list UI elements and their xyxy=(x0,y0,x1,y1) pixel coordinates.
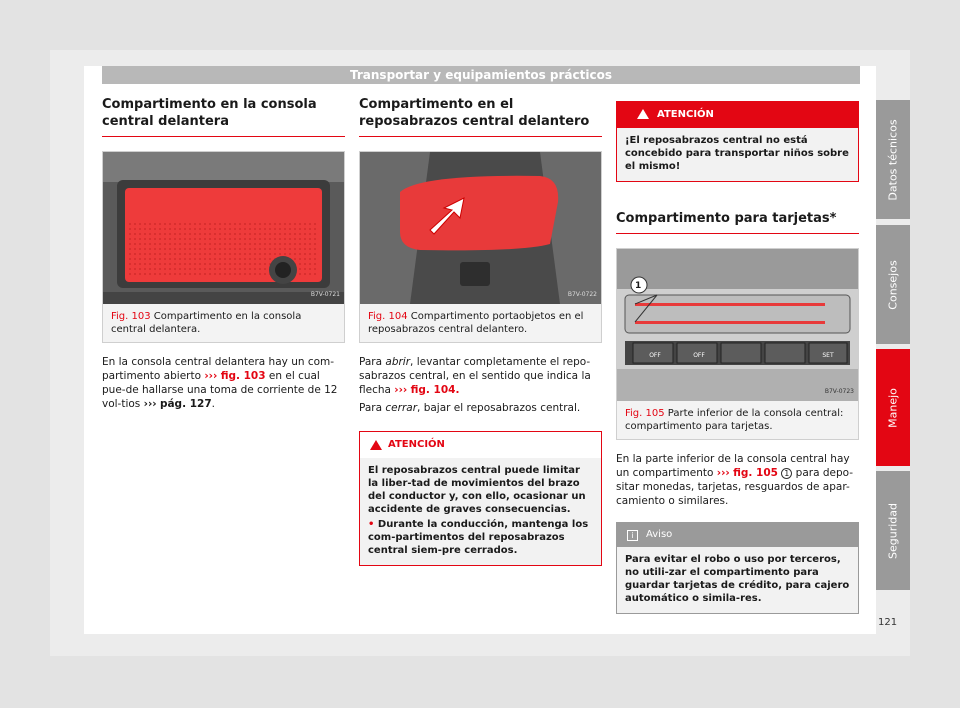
figure-code: B7V-0722 xyxy=(567,291,597,298)
text: . xyxy=(211,398,215,410)
figure-number: Fig. 105 xyxy=(625,408,665,419)
tab-label: Manejo xyxy=(886,387,900,428)
warning-header xyxy=(360,432,601,458)
caption-text: Compartimento portaobjetos en el reposabrazos central delantero. xyxy=(368,311,584,335)
body-paragraph xyxy=(359,401,602,415)
text: Para xyxy=(359,402,383,414)
column-1 xyxy=(102,96,345,411)
button-blank-1 xyxy=(721,349,765,363)
page-number: 121 xyxy=(878,617,898,628)
warning-title: ATENCIÓN xyxy=(388,439,445,450)
text: en el cual pue-de hallarse una toma de corriente de 12 vol-tios xyxy=(102,370,338,410)
text: En la consola central delantera hay un com-partimento abierto xyxy=(102,356,335,382)
button-blank-2 xyxy=(765,349,809,363)
figure-105 xyxy=(616,248,859,440)
bullet-text: Durante la conducción, mantenga los com-partimentos del reposabrazos central siem-pre cerrados. xyxy=(368,519,589,556)
body-paragraph xyxy=(102,355,345,411)
figure-link[interactable]: fig. 104 xyxy=(410,384,456,396)
figure-code: B7V-0723 xyxy=(824,388,854,395)
tab-consejos[interactable] xyxy=(876,225,910,344)
arrow-glyph: ››› xyxy=(143,398,157,410)
emphasis: abrir xyxy=(385,356,411,368)
figure-103 xyxy=(102,151,345,343)
tab-seguridad[interactable] xyxy=(876,471,910,590)
warning-body xyxy=(360,458,601,565)
bullet-icon: • xyxy=(368,519,375,530)
tab-label: Seguridad xyxy=(886,502,900,559)
info-icon: i xyxy=(627,530,638,541)
warning-text: El reposabrazos central puede limitar la liber-tad de movimientos del brazo del conductor y, con ello, ocasionar un accidente de graves consecuencias. xyxy=(368,465,586,515)
text: En la parte inferior de la consola central hay un compartimento xyxy=(616,453,850,479)
text: , levantar completamente el repo-sabrazos central, en el sentido que indica la flecha xyxy=(359,356,591,396)
note-body: Para evitar el robo o uso por terceros, no utili-zar el compartimento para guardar tarjetas de crédito, para cajero automático o simila-res. xyxy=(617,547,858,613)
caption-text: Compartimento en la consola central delantera. xyxy=(111,311,302,335)
note-box xyxy=(616,522,859,614)
figure-number: Fig. 104 xyxy=(368,311,408,322)
section-heading: Compartimento para tarjetas* xyxy=(616,210,859,234)
warning-icon xyxy=(370,440,382,450)
tab-label: Consejos xyxy=(886,259,900,310)
figure-caption xyxy=(103,304,344,342)
warning-box xyxy=(359,431,602,566)
figure-caption xyxy=(360,304,601,342)
arrow-glyph: ››› xyxy=(394,384,408,396)
callout-marker: 1 xyxy=(781,468,792,479)
figure-caption xyxy=(617,401,858,439)
button-set: SET xyxy=(822,352,834,359)
card-slot-photo xyxy=(617,249,858,401)
button-off-1: OFF xyxy=(649,352,661,359)
caption-text: Parte inferior de la consola central: compartimento para tarjetas. xyxy=(625,408,844,432)
button-row xyxy=(633,349,847,363)
text: para depo-sitar monedas, tarjetas, resguardos de apar-camiento o similares. xyxy=(616,467,854,507)
section-heading: Compartimento en el reposabrazos central delantero xyxy=(359,96,602,137)
note-title: Aviso xyxy=(646,529,673,540)
warning-box xyxy=(616,101,859,182)
page-header: Transportar y equipamientos prácticos xyxy=(102,66,860,84)
button-off-2: OFF xyxy=(693,352,705,359)
text: , bajar el reposabrazos central. xyxy=(417,402,581,414)
emphasis: cerrar xyxy=(385,402,418,414)
arrow-glyph: ››› xyxy=(716,467,730,479)
figure-number: Fig. 103 xyxy=(111,311,151,322)
figure-link[interactable]: fig. 103 xyxy=(220,370,266,382)
tab-manejo[interactable] xyxy=(876,349,910,466)
warning-bullet-item xyxy=(368,518,593,557)
note-header xyxy=(617,523,858,547)
text: . xyxy=(455,384,460,396)
figure-104 xyxy=(359,151,602,343)
body-paragraph xyxy=(359,355,602,397)
tab-datos-tecnicos[interactable] xyxy=(876,100,910,219)
callout-marker: 1 xyxy=(635,281,642,291)
text: Para xyxy=(359,356,383,368)
column-3 xyxy=(616,101,859,614)
arrow-glyph: ››› xyxy=(204,370,218,382)
warning-header xyxy=(617,102,858,128)
warning-body: ¡El reposabrazos central no está concebido para transportar niños sobre el mismo! xyxy=(617,128,858,181)
column-2 xyxy=(359,96,602,566)
console-photo xyxy=(103,152,344,304)
warning-icon xyxy=(637,109,649,119)
figure-link[interactable]: fig. 105 xyxy=(733,467,778,479)
armrest-photo xyxy=(360,152,601,304)
body-paragraph xyxy=(616,452,859,508)
page-link[interactable]: pág. 127 xyxy=(159,398,212,410)
figure-code: B7V-0721 xyxy=(310,291,340,298)
warning-title: ATENCIÓN xyxy=(657,109,714,120)
tab-label: Datos técnicos xyxy=(886,118,900,201)
section-heading: Compartimento en la consola central delantera xyxy=(102,96,345,137)
